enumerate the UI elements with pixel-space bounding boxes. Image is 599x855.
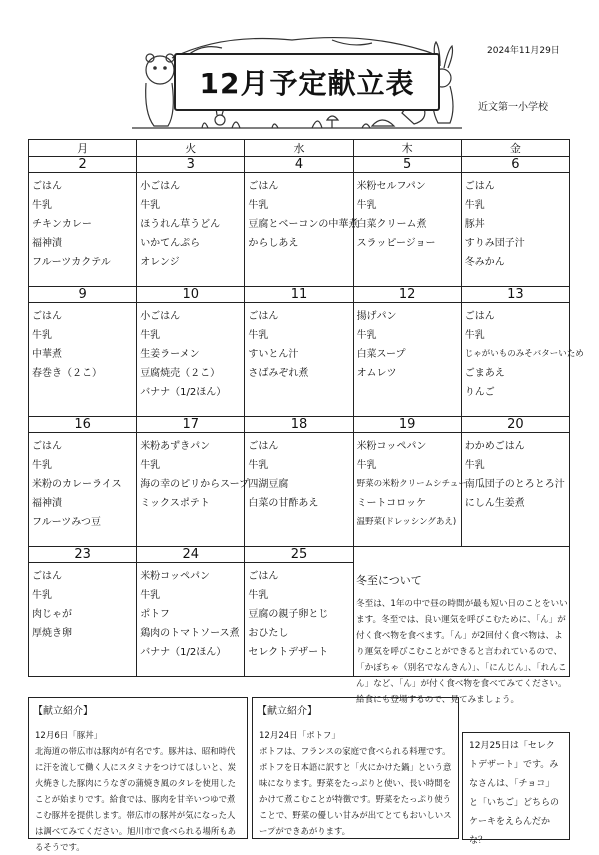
menu-item: 牛乳: [248, 200, 269, 211]
menu-item: 牛乳: [140, 200, 161, 211]
day-menu-cell: [353, 173, 461, 287]
menu-intro-potofu: [252, 697, 459, 839]
menu-item: 福神漬: [32, 238, 62, 249]
menu-item: わかめごはん: [464, 441, 525, 452]
menu-item: 豆腐の親子卵とじ: [248, 609, 329, 620]
menu-item: りんご: [464, 387, 495, 398]
menu-item: ほうれん草うどん: [140, 219, 221, 230]
day-menu-cell: [137, 433, 250, 547]
menu-item: 牛乳: [356, 200, 377, 211]
day-number: 2: [29, 157, 137, 173]
menu-item: 鶏肉のトマトソース煮: [140, 628, 240, 639]
day-menu-cell: [245, 433, 353, 547]
notice-title: 冬至について: [356, 574, 422, 587]
day-menu-cell: [245, 303, 353, 417]
day-number: 20: [461, 417, 569, 433]
weekday-wed: 水: [245, 140, 353, 157]
menu-item: ごはん: [248, 571, 279, 582]
menu-item: ごはん: [32, 441, 62, 452]
menu-item: 牛乳: [248, 330, 269, 341]
menu-item: チキンカレー: [32, 219, 92, 230]
menu-item: 牛乳: [248, 590, 269, 601]
menu-item: 牛乳: [32, 200, 52, 211]
menu-item: 牛乳: [464, 460, 485, 471]
menu-item: スラッピージョー: [356, 238, 436, 249]
menu-item: 南瓜団子のとろとろ汁: [464, 479, 565, 490]
menu-item: じゃがいものみそバターいため: [464, 349, 584, 359]
menu-item: 小ごはん: [140, 311, 181, 322]
menu-item: 米粉あずきパン: [140, 441, 211, 452]
menu-item: 中華煮: [32, 349, 62, 360]
day-menu-cell: [29, 303, 137, 417]
menu-item: ごはん: [32, 571, 62, 582]
day-menu-cell: [461, 173, 569, 287]
day-number: 9: [29, 287, 137, 303]
menu-item: からしあえ: [248, 238, 299, 249]
menu-item: 牛乳: [356, 330, 377, 341]
intro1-subtitle: 12月6日「豚丼」: [35, 731, 103, 741]
menu-item: 四湖豆腐: [248, 479, 289, 490]
menu-item: フルーツみつ豆: [32, 517, 101, 528]
menu-item: 生姜ラーメン: [140, 349, 200, 360]
day-menu-cell: [29, 563, 137, 677]
menu-item: 白菜クリーム煮: [356, 219, 427, 230]
menu-item: 豆腐とベーコンの中華煮: [248, 219, 359, 230]
menu-item: ごはん: [32, 311, 62, 322]
menu-item: 揚げパン: [356, 311, 397, 322]
weekday-fri: 金: [461, 140, 569, 157]
day-menu-cell: [461, 433, 569, 547]
menu-item: にしん生姜煮: [464, 498, 525, 509]
day-menu-cell: [461, 303, 584, 417]
weekday-mon: 月: [29, 140, 137, 157]
menu-item: 米粉コッペパン: [356, 441, 427, 452]
menu-item: 豆腐焼売（２こ）: [140, 368, 221, 379]
menu-intro-butadon: [28, 697, 248, 852]
menu-item: 米粉コッペパン: [140, 571, 210, 582]
menu-item: 肉じゃが: [32, 609, 72, 620]
day-number: 19: [353, 417, 461, 433]
menu-item: ミートコロッケ: [356, 498, 426, 509]
page-title: 12月予定献立表: [174, 53, 440, 111]
weekday-thu: 木: [353, 140, 461, 157]
day-number: 6: [461, 157, 569, 173]
menu-item: セレクトデザート: [248, 647, 329, 658]
day-number: 24: [137, 547, 245, 563]
day-number: 5: [353, 157, 461, 173]
menu-item: ごはん: [32, 181, 62, 192]
menu-item: 米粉のカレーライス: [32, 479, 122, 490]
menu-item: 米粉セルフパン: [356, 181, 426, 192]
day-number: 17: [137, 417, 245, 433]
day-number: 16: [29, 417, 137, 433]
intro2-heading: 【献立紹介】: [257, 706, 317, 717]
day-menu-cell: [29, 433, 137, 547]
day-number: 12: [353, 287, 461, 303]
day-number: 11: [245, 287, 353, 303]
menu-item: 白菜スープ: [356, 349, 406, 360]
menu-item: バナナ（1/2ほん）: [140, 647, 227, 658]
day-number: 23: [29, 547, 137, 563]
menu-item: 牛乳: [356, 460, 377, 471]
menu-item: いかてんぷら: [140, 238, 201, 249]
menu-item: 白菜の甘酢あえ: [248, 498, 319, 509]
intro2-body: ポトフは、フランスの家庭で食べられる料理です。ポトフを日本語に訳すと「火にかけた鍋」という意味になります。野菜をたっぷりと使い、長い時間をかけて煮こむことが特徴です。野菜をたっぷり使うことで、野菜の優しい甘みが出てとてもおいしいスープができあがります。: [259, 746, 452, 836]
day-number: 25: [245, 547, 353, 563]
menu-item: オレンジ: [140, 257, 180, 268]
menu-item: 牛乳: [140, 460, 161, 471]
day-menu-cell: [353, 433, 467, 547]
day-menu-cell: [245, 173, 359, 287]
menu-item: 牛乳: [248, 460, 269, 471]
intro2-subtitle: 12月24日「ポトフ」: [259, 731, 340, 741]
day-menu-cell: [137, 173, 245, 287]
menu-item: 春巻き（２こ）: [32, 368, 102, 379]
menu-item: おひたし: [248, 628, 289, 639]
menu-item: 牛乳: [464, 200, 485, 211]
menu-item: 牛乳: [140, 590, 161, 601]
menu-item: 豚丼: [464, 219, 485, 230]
menu-item: オムレツ: [356, 368, 397, 379]
menu-item: 温野菜(ドレッシングあえ): [356, 517, 457, 527]
menu-item: 野菜の米粉クリームシチュー: [356, 479, 467, 489]
menu-item: さばみぞれ煮: [248, 368, 309, 379]
menu-item: ごはん: [248, 441, 279, 452]
day-number: 4: [245, 157, 353, 173]
menu-item: 牛乳: [464, 330, 485, 341]
intro1-heading: 【献立紹介】: [33, 706, 93, 717]
menu-item: 海の幸のピリからスープ: [140, 479, 250, 490]
menu-item: 冬みかん: [464, 257, 505, 268]
day-number: 18: [245, 417, 353, 433]
day-menu-cell: [353, 303, 461, 417]
day-menu-cell: [137, 303, 245, 417]
menu-item: すいとん汁: [248, 349, 299, 360]
notice-body: 冬至は、1年の中で昼の時間が最も短い日のことをいいます。冬至では、良い運気を呼びこむために、「ん」が付く食べ物を食べます。「ん」が2回付く食べ物は、より運気を呼びこむことができると言われているので、「かぼちゃ（別名でなんきん）」、「にんじん」、「れんこん」など、「ん」が付く食べ物を食べてみてください。給食にも登場するので、見てみましょう。: [356, 599, 568, 705]
weekday-tue: 火: [137, 140, 245, 157]
dessert-body: 12月25日は「セレクトデザート」です。みなさんは、「チョコ」と「いちご」どちらのケーキをえらんだかな？: [469, 741, 560, 846]
winter-solstice-notice: [354, 562, 568, 712]
menu-item: ごはん: [248, 311, 279, 322]
menu-item: 福神漬: [32, 498, 62, 509]
menu-item: ごまあえ: [464, 368, 505, 379]
school-name: 近文第一小学校: [478, 102, 548, 113]
intro1-body: 北海道の帯広市は豚肉が有名です。豚丼は、昭和時代に汗を流して働く人にスタミナをつけてほしいと、炭火焼きした豚肉にうなぎの蒲焼き風のタレを使用したことが始まりです。給食では、豚肉を甘辛いつゆで煮こむ豚丼を提供します。帯広市の豚丼が気になった人は調べてみてください。旭川市で食べられる場所もあるそうです。: [35, 746, 236, 852]
day-menu-cell: [29, 173, 137, 287]
menu-item: ごはん: [248, 181, 279, 192]
menu-item: ごはん: [464, 181, 495, 192]
menu-item: ごはん: [464, 311, 495, 322]
day-number: 3: [137, 157, 245, 173]
menu-item: 牛乳: [32, 590, 52, 601]
menu-item: ミックスポテト: [140, 498, 210, 509]
menu-item: 牛乳: [140, 330, 161, 341]
issue-date: 2024年11月29日: [487, 46, 560, 56]
menu-item: すりみ団子汁: [464, 238, 525, 249]
menu-item: フルーツカクテル: [32, 257, 111, 268]
menu-item: バナナ（1/2ほん）: [140, 387, 227, 398]
day-menu-cell: [245, 563, 353, 677]
day-number: 10: [137, 287, 245, 303]
select-dessert-note: [462, 732, 570, 846]
menu-item: 厚焼き卵: [32, 628, 72, 639]
day-menu-cell: [137, 563, 245, 677]
menu-item: 牛乳: [32, 460, 52, 471]
menu-item: 牛乳: [32, 330, 52, 341]
menu-item: 小ごはん: [140, 181, 181, 192]
day-number: 13: [461, 287, 569, 303]
menu-item: ポトフ: [140, 609, 170, 620]
